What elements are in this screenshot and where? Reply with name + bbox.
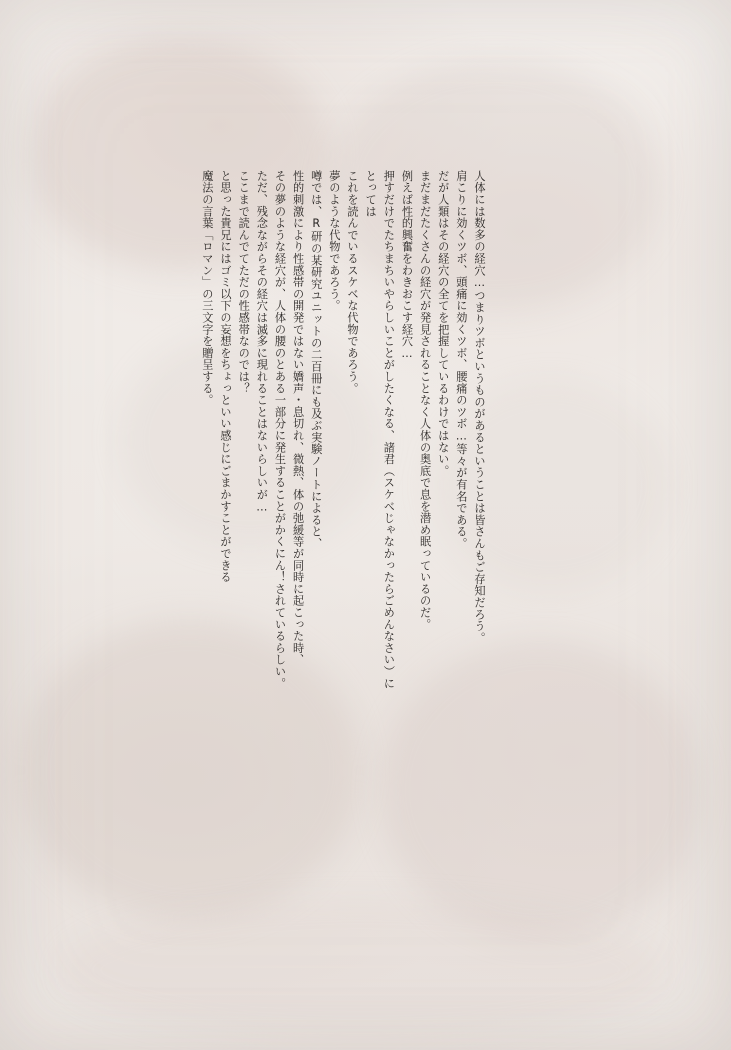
body-line: 魔法の言葉「ロマン」の三文字を贈呈する。 <box>200 170 214 406</box>
body-line: ただ、残念ながらその経穴は滅多に現れることはないらしいが… <box>255 170 269 514</box>
body-line: 噂では、R研の某研究ユニットの二百冊にも及ぶ実験ノートによると、 <box>309 170 323 550</box>
body-line: 性的刺激により性感帯の開発ではない嬌声・息切れ、微熱、体の弛緩等が同時に起こった時、 <box>291 170 305 666</box>
body-line: その夢のような経穴が、人体の腰のとある一部分に発生することがかくにん！されているらしい。 <box>273 170 287 690</box>
background-smudge <box>60 900 660 1040</box>
body-line: 人体には数多の経穴…つまりツボというものがあるということは皆さんもご存知だろう。 <box>473 170 486 644</box>
body-line: ここまで読んでてただの性感帯なのでは？ <box>237 170 251 395</box>
body-line: 夢のような代物であろう。 <box>327 170 341 312</box>
vertical-body-text <box>178 170 488 690</box>
body-line: これを読んでいるスケベな代物であろう。 <box>346 170 360 395</box>
body-line: 例えば性的興奮をわきおこす経穴… <box>400 170 414 361</box>
body-line: 肩こりに効くツボ、頭痛に効くツボ、腰痛のツボ…等々が有名である。 <box>454 170 468 550</box>
body-line: だが人類はその経穴の全てを把握しているわけではない。 <box>436 170 450 477</box>
body-line: まだまだたくさんの経穴が発見されることなく人体の奥底で息を潜め眠っているのだ。 <box>418 170 432 631</box>
body-line: と思った貴兄にはゴミ以下の妄想をちょっといい感じにごまかすことができる <box>219 170 233 583</box>
body-line: 押すだけでたちまちいやらしいことがしたくなる、諸君（スケベじゃなかったらごめんなさい）にとっては <box>364 170 396 690</box>
